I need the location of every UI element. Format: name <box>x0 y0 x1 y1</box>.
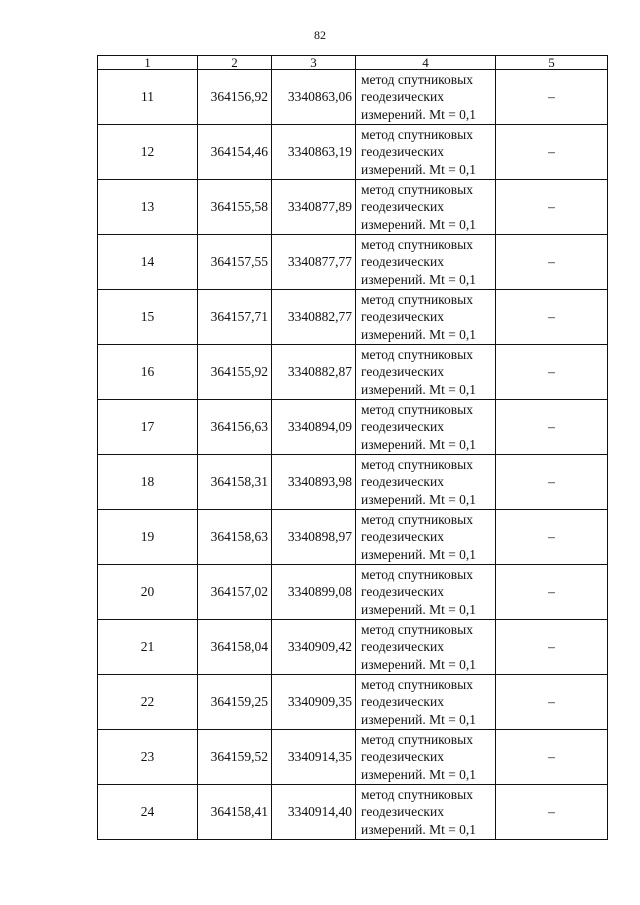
note-cell: – <box>496 620 608 675</box>
method-cell: метод спутниковых геодезических измерений. Mt = 0,1 <box>356 400 496 455</box>
point-number-cell: 14 <box>98 235 198 290</box>
note-cell: – <box>496 180 608 235</box>
note-cell: – <box>496 125 608 180</box>
note-cell: – <box>496 565 608 620</box>
method-cell: метод спутниковых геодезических измерений. Mt = 0,1 <box>356 180 496 235</box>
x-coordinate-cell: 364156,92 <box>198 70 272 125</box>
x-coordinate-cell: 364157,71 <box>198 290 272 345</box>
note-cell: – <box>496 730 608 785</box>
header-col-4: 4 <box>356 56 496 70</box>
point-number-cell: 24 <box>98 785 198 840</box>
y-coordinate-cell: 3340877,77 <box>272 235 356 290</box>
note-cell: – <box>496 675 608 730</box>
y-coordinate-cell: 3340909,35 <box>272 675 356 730</box>
y-coordinate-cell: 3340909,42 <box>272 620 356 675</box>
method-cell: метод спутниковых геодезических измерений. Mt = 0,1 <box>356 785 496 840</box>
note-cell: – <box>496 400 608 455</box>
y-coordinate-cell: 3340882,87 <box>272 345 356 400</box>
y-coordinate-cell: 3340914,40 <box>272 785 356 840</box>
point-number-cell: 17 <box>98 400 198 455</box>
table-row <box>98 730 608 785</box>
table-row <box>98 70 608 125</box>
table-header-row <box>98 56 608 70</box>
x-coordinate-cell: 364155,92 <box>198 345 272 400</box>
note-cell: – <box>496 785 608 840</box>
point-number-cell: 20 <box>98 565 198 620</box>
method-cell: метод спутниковых геодезических измерений. Mt = 0,1 <box>356 565 496 620</box>
point-number-cell: 12 <box>98 125 198 180</box>
header-col-2: 2 <box>198 56 272 70</box>
x-coordinate-cell: 364154,46 <box>198 125 272 180</box>
method-cell: метод спутниковых геодезических измерений. Mt = 0,1 <box>356 510 496 565</box>
y-coordinate-cell: 3340914,35 <box>272 730 356 785</box>
table-row <box>98 510 608 565</box>
table-row <box>98 125 608 180</box>
point-number-cell: 22 <box>98 675 198 730</box>
x-coordinate-cell: 364157,55 <box>198 235 272 290</box>
x-coordinate-cell: 364155,58 <box>198 180 272 235</box>
table-row <box>98 455 608 510</box>
x-coordinate-cell: 364158,41 <box>198 785 272 840</box>
table-row <box>98 400 608 455</box>
note-cell: – <box>496 235 608 290</box>
table-row <box>98 675 608 730</box>
coordinates-table <box>97 55 608 840</box>
table-row <box>98 290 608 345</box>
method-cell: метод спутниковых геодезических измерений. Mt = 0,1 <box>356 675 496 730</box>
x-coordinate-cell: 364159,52 <box>198 730 272 785</box>
table-body <box>98 70 608 840</box>
method-cell: метод спутниковых геодезических измерений. Mt = 0,1 <box>356 125 496 180</box>
y-coordinate-cell: 3340894,09 <box>272 400 356 455</box>
point-number-cell: 21 <box>98 620 198 675</box>
method-cell: метод спутниковых геодезических измерений. Mt = 0,1 <box>356 345 496 400</box>
note-cell: – <box>496 345 608 400</box>
method-cell: метод спутниковых геодезических измерений. Mt = 0,1 <box>356 455 496 510</box>
table-row <box>98 620 608 675</box>
table-row <box>98 565 608 620</box>
note-cell: – <box>496 510 608 565</box>
y-coordinate-cell: 3340893,98 <box>272 455 356 510</box>
x-coordinate-cell: 364159,25 <box>198 675 272 730</box>
method-cell: метод спутниковых геодезических измерений. Mt = 0,1 <box>356 235 496 290</box>
x-coordinate-cell: 364158,63 <box>198 510 272 565</box>
header-col-1: 1 <box>98 56 198 70</box>
point-number-cell: 13 <box>98 180 198 235</box>
y-coordinate-cell: 3340898,97 <box>272 510 356 565</box>
point-number-cell: 18 <box>98 455 198 510</box>
note-cell: – <box>496 290 608 345</box>
point-number-cell: 11 <box>98 70 198 125</box>
note-cell: – <box>496 455 608 510</box>
x-coordinate-cell: 364157,02 <box>198 565 272 620</box>
point-number-cell: 15 <box>98 290 198 345</box>
y-coordinate-cell: 3340882,77 <box>272 290 356 345</box>
method-cell: метод спутниковых геодезических измерений. Mt = 0,1 <box>356 70 496 125</box>
x-coordinate-cell: 364158,31 <box>198 455 272 510</box>
table-row <box>98 345 608 400</box>
y-coordinate-cell: 3340899,08 <box>272 565 356 620</box>
y-coordinate-cell: 3340863,06 <box>272 70 356 125</box>
method-cell: метод спутниковых геодезических измерений. Mt = 0,1 <box>356 290 496 345</box>
point-number-cell: 23 <box>98 730 198 785</box>
y-coordinate-cell: 3340877,89 <box>272 180 356 235</box>
table-row <box>98 235 608 290</box>
header-col-3: 3 <box>272 56 356 70</box>
x-coordinate-cell: 364158,04 <box>198 620 272 675</box>
table-row <box>98 180 608 235</box>
table-row <box>98 785 608 840</box>
method-cell: метод спутниковых геодезических измерений. Mt = 0,1 <box>356 620 496 675</box>
note-cell: – <box>496 70 608 125</box>
header-col-5: 5 <box>496 56 608 70</box>
method-cell: метод спутниковых геодезических измерений. Mt = 0,1 <box>356 730 496 785</box>
y-coordinate-cell: 3340863,19 <box>272 125 356 180</box>
point-number-cell: 19 <box>98 510 198 565</box>
point-number-cell: 16 <box>98 345 198 400</box>
page-number: 82 <box>314 28 326 42</box>
x-coordinate-cell: 364156,63 <box>198 400 272 455</box>
